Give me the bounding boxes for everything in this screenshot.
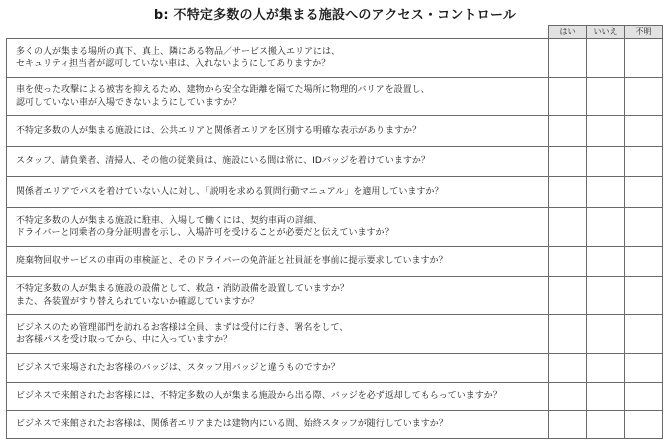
answer-unknown-box[interactable] xyxy=(625,383,663,411)
answer-unknown-box[interactable] xyxy=(625,247,663,277)
question-text: 不特定多数の人が集まる施設には、公共エリアと関係者エリアを区別する明確な表示がありますか？ xyxy=(7,116,549,147)
answer-no-box[interactable] xyxy=(587,315,625,354)
answer-no-box[interactable] xyxy=(587,177,625,208)
answer-unknown-box[interactable] xyxy=(625,177,663,208)
answer-no-box[interactable] xyxy=(587,354,625,383)
question-text: 多くの人が集まる場所の真下、真上、隣にある物品／サービス搬入エリアには、 セキュリティ担当者が認可していない車は、入れないようにしてありますか？ xyxy=(7,39,549,78)
question-text: 不特定多数の人が集まる施設に駐車、入場して働くには、契約車両の詳細、 ドライバーと同乗者の身分証明書を示し、入場許可を受けることが必要だと伝えていますか？ xyxy=(7,208,549,247)
answer-yes-box[interactable] xyxy=(549,39,587,78)
table-row xyxy=(7,78,663,116)
table-row xyxy=(7,147,663,177)
answer-yes-box[interactable] xyxy=(549,247,587,277)
table-row xyxy=(7,177,663,208)
answer-unknown-box[interactable] xyxy=(625,208,663,247)
header-row xyxy=(7,26,663,39)
answer-unknown-box[interactable] xyxy=(625,354,663,383)
answer-unknown-box[interactable] xyxy=(625,147,663,177)
answer-yes-box[interactable] xyxy=(549,354,587,383)
answer-unknown-box[interactable] xyxy=(625,277,663,315)
answer-yes-box[interactable] xyxy=(549,177,587,208)
answer-yes-box[interactable] xyxy=(549,208,587,247)
answer-no-box[interactable] xyxy=(587,277,625,315)
answer-no-box[interactable] xyxy=(587,208,625,247)
table-row xyxy=(7,383,663,411)
answer-no-box[interactable] xyxy=(587,411,625,439)
answer-no-box[interactable] xyxy=(587,78,625,116)
question-text: 関係者エリアでパスを着けていない人に対し、「説明を求める質問行動マニュアル」を適用していますか？ xyxy=(7,177,549,208)
answer-unknown-box[interactable] xyxy=(625,78,663,116)
answer-yes-box[interactable] xyxy=(549,147,587,177)
page-title: b: 不特定多数の人が集まる施設へのアクセス・コントロール xyxy=(153,8,517,23)
answer-no-box[interactable] xyxy=(587,116,625,147)
table-row xyxy=(7,411,663,439)
question-text: 不特定多数の人が集まる施設の設備として、救急・消防設備を設置していますか？ また、各装置がすり替えられていないか確認していますか？ xyxy=(7,277,549,315)
answer-yes-box[interactable] xyxy=(549,315,587,354)
answer-unknown-box[interactable] xyxy=(625,116,663,147)
answer-yes-box[interactable] xyxy=(549,78,587,116)
table-row xyxy=(7,116,663,147)
answer-yes-box[interactable] xyxy=(549,277,587,315)
question-text: ビジネスで来場されたお客様のバッジは、スタッフ用バッジと違うものですか？ xyxy=(7,354,549,383)
answer-no-box[interactable] xyxy=(587,39,625,78)
yes-column-header: はい xyxy=(549,26,587,39)
answer-no-box[interactable] xyxy=(587,247,625,277)
question-column-header xyxy=(7,26,549,39)
unknown-column-header: 不明 xyxy=(625,26,663,39)
answer-yes-box[interactable] xyxy=(549,116,587,147)
answer-yes-box[interactable] xyxy=(549,383,587,411)
question-text: 廃棄物回収サービスの車両の車検証と、そのドライバーの免許証と社員証を事前に提示要求していますか？ xyxy=(7,247,549,277)
answer-no-box[interactable] xyxy=(587,383,625,411)
table-row xyxy=(7,208,663,247)
table-row xyxy=(7,315,663,354)
answer-unknown-box[interactable] xyxy=(625,315,663,354)
question-text: ビジネスで来館されたお客様は、関係者エリアまたは建物内にいる間、始終スタッフが随行していますか？ xyxy=(7,411,549,439)
question-text: ビジネスのため管理部門を訪れるお客様は全員、まずは受付に行き、署名をして、 お客様パスを受け取ってから、中に入っていますか？ xyxy=(7,315,549,354)
table-row xyxy=(7,277,663,315)
no-column-header: いいえ xyxy=(587,26,625,39)
checklist-body xyxy=(7,39,663,439)
question-text: スタッフ、請負業者、清掃人、その他の従業員は、施設にいる間は常に、IDバッジを着けていますか？ xyxy=(7,147,549,177)
table-row xyxy=(7,39,663,78)
answer-unknown-box[interactable] xyxy=(625,411,663,439)
question-text: ビジネスで来館されたお客様には、不特定多数の人が集まる施設から出る際、バッジを必ず返却してもらっていますか？ xyxy=(7,383,549,411)
table-row xyxy=(7,247,663,277)
table-row xyxy=(7,354,663,383)
answer-yes-box[interactable] xyxy=(549,411,587,439)
question-text: 車を使った攻撃による被害を抑えるため、建物から安全な距離を隔てた場所に物理的バリアを設置し、 認可していない車が入場できないようにしていますか？ xyxy=(7,78,549,116)
answer-unknown-box[interactable] xyxy=(625,39,663,78)
answer-no-box[interactable] xyxy=(587,147,625,177)
checklist-table xyxy=(6,25,663,439)
